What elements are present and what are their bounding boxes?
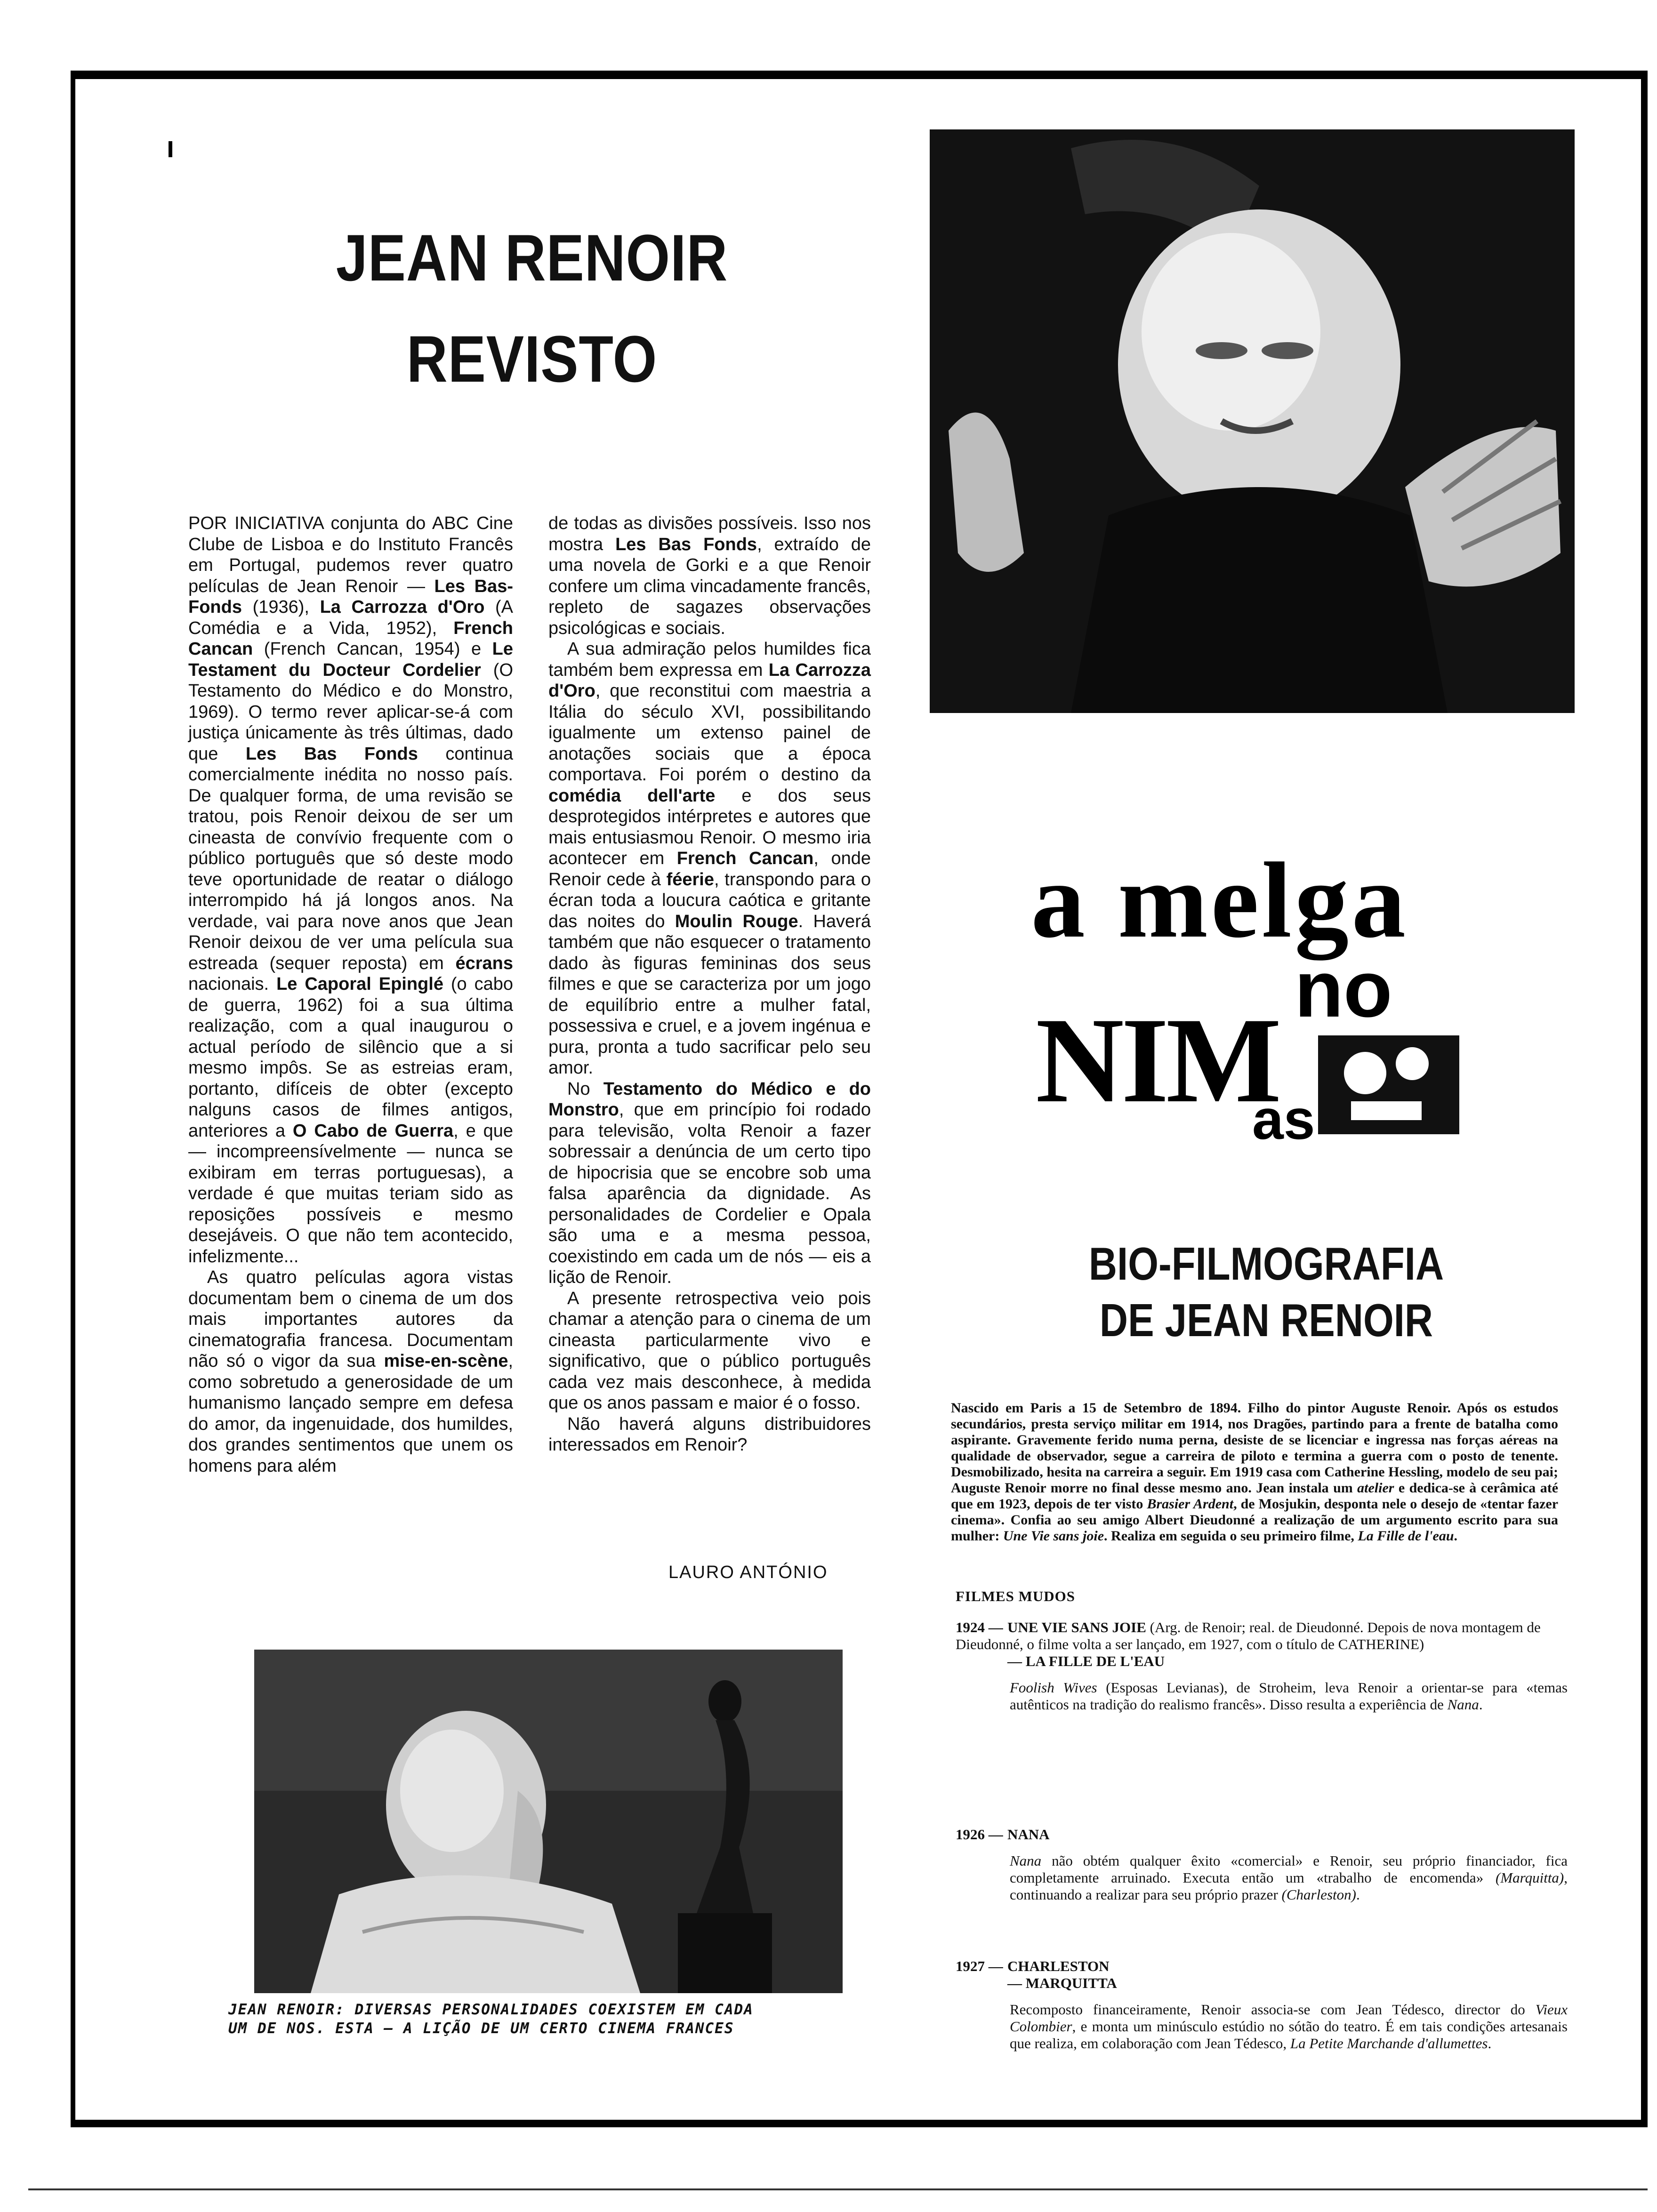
camera-reel-icon <box>1344 1052 1386 1094</box>
paragraph: A sua admiração pelos humildes fica também bem expressa em La Carrozza d'Oro, que reconstitui com maestria a Itália do século XVI, possibilitando igualmente um extenso painel de anotações sociais que a época comportava. Foi porém o destino da comédia dell'arte e dos seus desprotegidos intérpretes e autores que mais entusiasmou Renoir. O mesmo iria acontecer em French Cancan, onde Renoir cede à féerie, transpondo para o écran toda a loucura caótica e gritante das noites do Moulin Rouge. Haverá também que não esquecer o tratamento dado às figuras femininas dos seus filmes e que se caracteriza por um jogo de equilíbrio entre a mulher fatal, possessiva e cruel, e a jovem ingénua e pura, pronta a tudo sacrificar pelo seu amor. <box>548 639 871 1078</box>
caption-line-2: UM DE NOS. ESTA — A LIÇÃO DE UM CERTO CINEMA FRANCES <box>228 2020 734 2037</box>
section-heading: FILMES MUDOS <box>956 1588 1075 1604</box>
author-signature: LAURO ANTÓNIO <box>668 1563 828 1582</box>
paragraph: de todas as divisões possíveis. Isso nos mostra Les Bas Fonds, extraído de uma novela de Gorki e a que Renoir confere um clima vincadamente francês, repleto de sagazes observações psicológicas e sociais. <box>548 513 871 638</box>
article-column-1 <box>188 513 513 1476</box>
film-entry: 1924 — UNE VIE SANS JOIE (Arg. de Renoir; real. de Dieudonné. Depois de nova montagem de Dieudonné, o filme volta a ser lançado, em 1927, com o título de CATHERINE) — LA FILLE DE L'EAU Foolish Wives (Esposas Levianas), de Stroheim, leva Renoir a orientar-se para «temas autênticos na tradição do realismo francês». Disso resulta a experiência de Nana. <box>956 1619 1568 1713</box>
bio-title-line-1: BIO-FILMOGRAFIA <box>1088 1238 1444 1290</box>
film-entry: 1926 — NANA Nana não obtém qualquer êxito «comercial» e Renoir, seu próprio financiador, fica completamente arruinado. Executa então um «trabalho de encomenda» (Marquitta), continuando a realizar para seu próprio prazer (Charleston). <box>956 1826 1568 1903</box>
paragraph: As quatro películas agora vistas documentam bem o cinema de um dos mais importantes autores da cinematografia francesa. Documentam não só o vigor da sua mise-en-scène, como sobretudo a generosidade de um humanismo lançado sempre em defesa do amor, da ingenuidade, dos humildes, dos grandes sentimentos que unem os homens para além <box>188 1267 514 1476</box>
title-line-2: REVISTO <box>406 322 658 396</box>
photo-caption <box>228 2000 878 2038</box>
paragraph: Não haverá alguns distribuidores interessados em Renoir? <box>548 1414 871 1455</box>
article-title <box>277 207 787 409</box>
bio-filmography-title <box>1070 1235 1463 1348</box>
renoir-portrait-photo <box>930 129 1575 713</box>
logo-word-melga: a melga <box>1031 840 1409 960</box>
photo-illustration <box>930 129 1575 713</box>
paragraph: No Testamento do Médico e do Monstro, que em princípio foi rodado para televisão, volta Renoir a fazer sobressair a denúncia de um certo tipo de hipocrisia que se encobre sob uma falsa aparência da dignidade. As personalidades de Cordelier e Opala são uma e a mesma pessoa, coexistindo em cada um de nós — eis a lição de Renoir. <box>548 1079 871 1287</box>
logo-word-nim: NIM <box>1036 993 1279 1128</box>
paragraph: A presente retrospectiva veio pois chamar a atenção para o cinema de um cineasta particularmente vivo e significativo, que o público português cada vez mais desconhece, à medida que os anos passam e maior é o fosso. <box>548 1288 871 1413</box>
logo-lettering <box>1026 819 1478 1177</box>
renoir-statuette-photo <box>254 1650 843 1993</box>
a-melga-no-nimas-logo <box>1026 819 1478 1177</box>
paragraph: POR INICIATIVA conjunta do ABC Cine Clube de Lisboa e do Instituto Francês em Portugal, pudemos rever quatro películas de Jean Renoir — Les Bas-Fonds (1936), La Carrozza d'Oro (A Comédia e a Vida, 1952), French Cancan (French Cancan, 1954) e Le Testament du Docteur Cordelier (O Testamento do Médico e do Monstro, 1969). O termo rever aplicar-se-á com justiça únicamente às três últimas, dado que Les Bas Fonds continua comercialmente inédita no nosso país. De qualquer forma, de uma revisão se tratou, pois Renoir deixou de ser um cineasta de convívio frequente com o público português que só deste modo teve oportunidade de reatar o diálogo interrompido há já longos anos. Na verdade, vai para nove anos que Jean Renoir deixou de ver uma película sua estreada (sequer reposta) em écrans nacionais. Le Caporal Epinglé (o cabo de guerra, 1962) foi a sua última realização, com a qual inaugurou o actual período de silêncio que a si mesmo impôs. Se as estreias eram, portanto, difíceis de obter (excepto nalguns casos de filmes antigos, anteriores a O Cabo de Guerra, e que — incompreensívelmente — nunca se exibiram em terras portuguesas), a verdade é que muitas teriam sido as reposições possíveis e mesmo desejáveis. O que não tem acontecido, infelizmente... <box>188 513 514 1266</box>
caption-line-1: JEAN RENOIR: DIVERSAS PERSONALIDADES COEXISTEM EM CADA <box>228 2001 754 2018</box>
logo-word-no: no <box>1295 945 1392 1034</box>
title-line-1: JEAN RENOIR <box>336 221 728 295</box>
logo-word-as: as <box>1252 1088 1315 1151</box>
bio-title-line-2: DE JEAN RENOIR <box>1099 1294 1433 1346</box>
article-column-2 <box>548 513 871 1456</box>
print-mark <box>169 141 172 157</box>
biography-text: Nascido em Paris a 15 de Setembro de 1894. Filho do pintor Auguste Renoir. Após os estudos secundários, presta serviço militar em 1914, nos Dragões, partindo para a frente de batalha como aspirante. Gravemente ferido numa perna, desiste de se licenciar e ingressa nas forças aéreas na qualidade de observador, segue a carreira de piloto e termina a guerra com o posto de tenente. Desmobilizado, hesita na carreira a seguir. Em 1919 casa com Catherine Hessling, modelo de seu pai; Auguste Renoir morre no final desse mesmo ano. Jean instala um atelier e dedica-se à cerâmica até que em 1923, depois de ter visto Brasier Ardent, de Mosjukin, desponta nele o desejo de «tentar fazer cinema». Confia ao seu amigo Albert Dieudonné a realização de um argumento escrito para sua mulher: Une Vie sans joie. Realiza em seguida o seu primeiro filme, La Fille de l'eau. <box>951 1400 1559 1544</box>
film-entry: 1927 — CHARLESTON — MARQUITTA Recomposto financeiramente, Renoir associa-se com Jean Tédesco, director do Vieux Colombier, e monta um minúsculo estúdio no sótão do teatro. É em tais condições artesanais que realiza, em colaboração com Jean Tédesco, La Petite Marchande d'allumettes. <box>956 1958 1568 2052</box>
bottom-rule <box>28 2188 1648 2190</box>
photo-illustration <box>254 1650 843 1993</box>
